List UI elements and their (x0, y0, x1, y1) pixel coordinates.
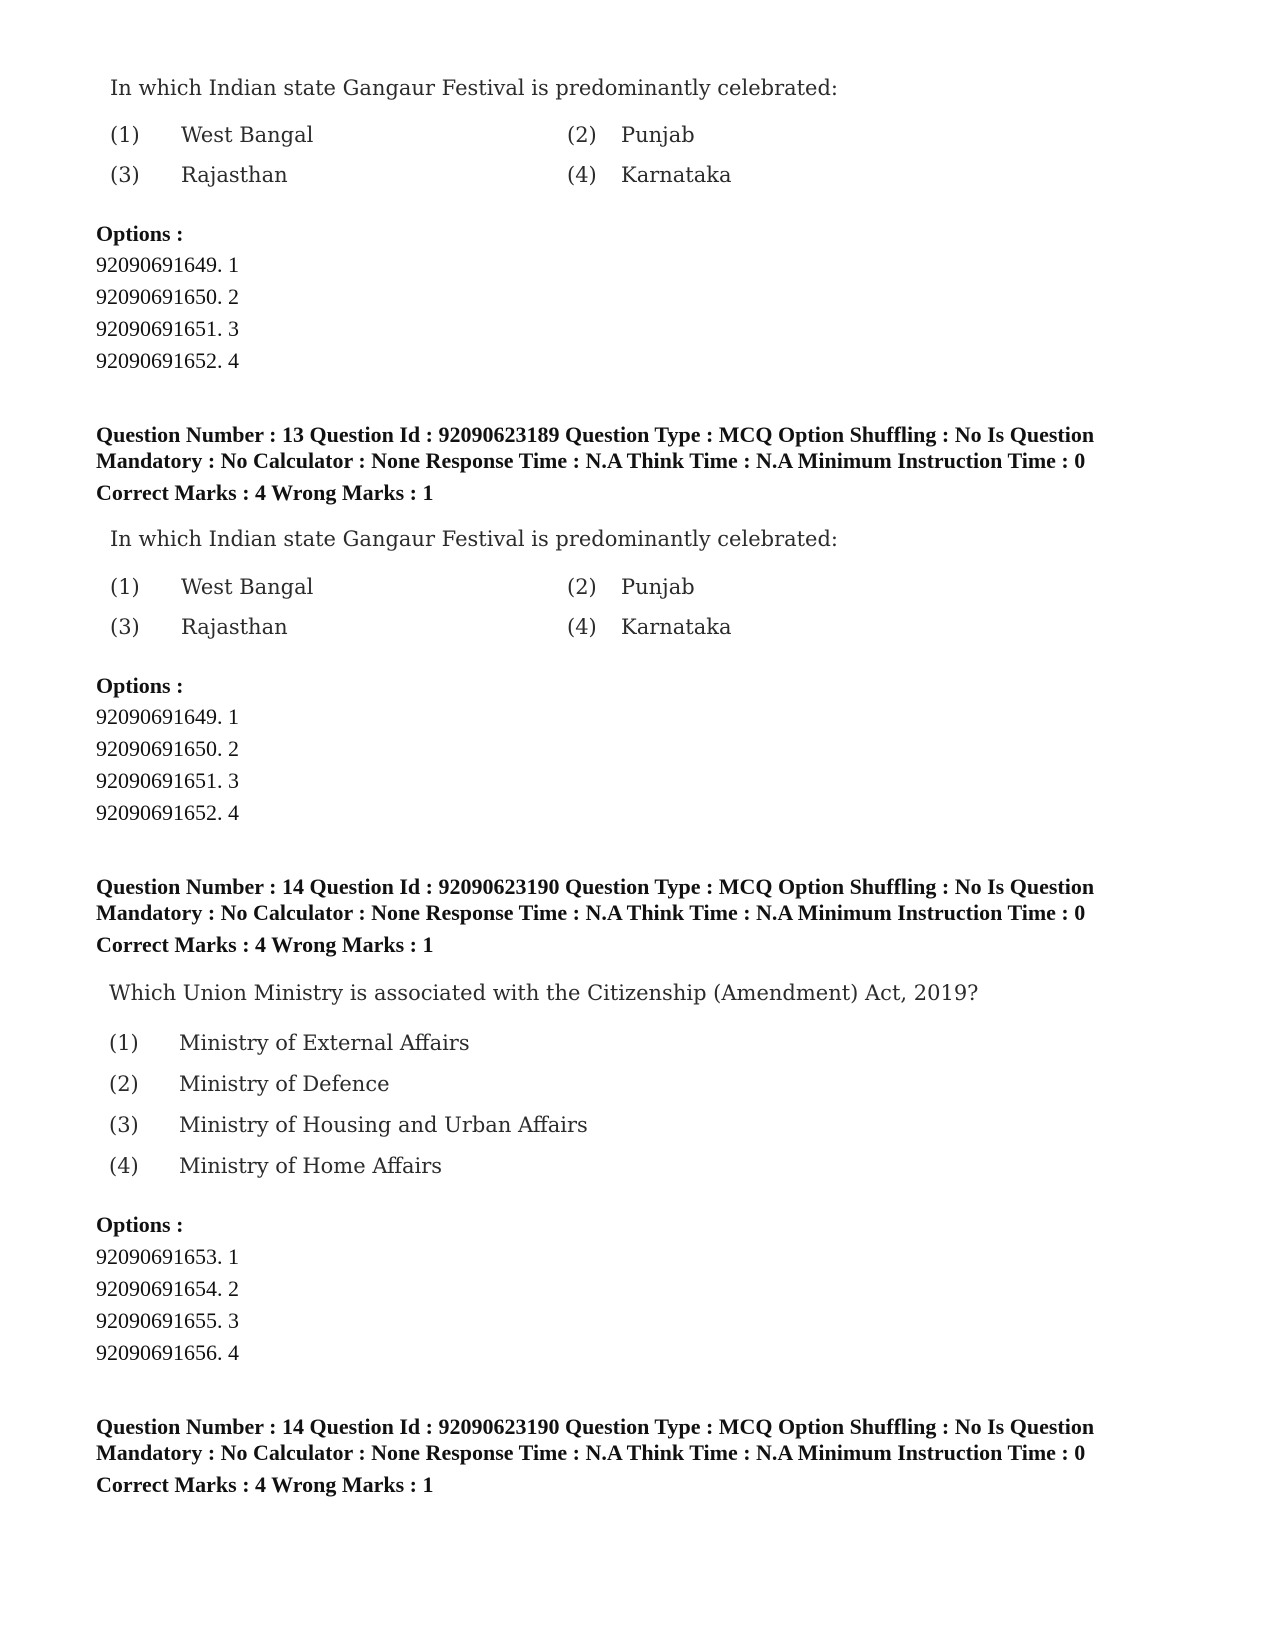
choice-number: (4) (567, 615, 597, 639)
options-heading: Options : (96, 1212, 184, 1237)
question-meta-line: Question Number : 14 Question Id : 92090623190 Question Type : MCQ Option Shuffling : No Is Question (96, 1414, 1095, 1439)
choice-label: Punjab (621, 575, 695, 599)
choice-number: (3) (110, 615, 140, 639)
question-text: In which Indian state Gangaur Festival is predominantly celebrated: (110, 76, 839, 100)
question-text: In which Indian state Gangaur Festival is predominantly celebrated: (110, 527, 839, 551)
option-id: 92090691655. 3 (96, 1308, 239, 1333)
option-id: 92090691652. 4 (96, 800, 239, 825)
question-meta-line: Question Number : 13 Question Id : 92090623189 Question Type : MCQ Option Shuffling : No Is Question (96, 422, 1095, 447)
marks-line: Correct Marks : 4 Wrong Marks : 1 (96, 480, 434, 505)
option-id: 92090691650. 2 (96, 736, 239, 761)
option-id: 92090691654. 2 (96, 1276, 239, 1301)
choice-number: (2) (567, 123, 597, 147)
option-id: 92090691652. 4 (96, 348, 239, 373)
question-meta-line: Mandatory : No Calculator : None Response Time : N.A Think Time : N.A Minimum Instruction Time : 0 (96, 1440, 1086, 1465)
option-id: 92090691649. 1 (96, 704, 239, 729)
choice-label: Ministry of Defence (179, 1072, 390, 1096)
question-meta-line: Mandatory : No Calculator : None Response Time : N.A Think Time : N.A Minimum Instruction Time : 0 (96, 448, 1086, 473)
option-id: 92090691656. 4 (96, 1340, 239, 1365)
marks-line: Correct Marks : 4 Wrong Marks : 1 (96, 932, 434, 957)
options-heading: Options : (96, 221, 184, 246)
choice-number: (2) (567, 575, 597, 599)
choice-number: (1) (110, 575, 140, 599)
choice-label: Ministry of Housing and Urban Affairs (179, 1113, 588, 1137)
choice-label: Karnataka (621, 163, 732, 187)
option-id: 92090691653. 1 (96, 1244, 239, 1269)
question-meta-line: Mandatory : No Calculator : None Response Time : N.A Think Time : N.A Minimum Instruction Time : 0 (96, 900, 1086, 925)
option-id: 92090691651. 3 (96, 316, 239, 341)
question-meta-line: Question Number : 14 Question Id : 92090623190 Question Type : MCQ Option Shuffling : No Is Question (96, 874, 1095, 899)
choice-number: (3) (110, 163, 140, 187)
marks-line: Correct Marks : 4 Wrong Marks : 1 (96, 1472, 434, 1497)
option-id: 92090691650. 2 (96, 284, 239, 309)
choice-label: Ministry of External Affairs (179, 1031, 470, 1055)
choice-label: Rajasthan (181, 615, 288, 639)
choice-label: West Bangal (181, 575, 314, 599)
choice-number: (1) (110, 123, 140, 147)
option-id: 92090691651. 3 (96, 768, 239, 793)
choice-number: (4) (567, 163, 597, 187)
choice-label: Rajasthan (181, 163, 288, 187)
choice-label: West Bangal (181, 123, 314, 147)
option-id: 92090691649. 1 (96, 252, 239, 277)
choice-label: Ministry of Home Affairs (179, 1154, 443, 1178)
choice-number: (2) (109, 1072, 139, 1096)
choice-number: (4) (109, 1154, 139, 1178)
options-heading: Options : (96, 673, 184, 698)
choice-label: Punjab (621, 123, 695, 147)
question-text: Which Union Ministry is associated with the Citizenship (Amendment) Act, 2019? (109, 981, 979, 1005)
choice-number: (1) (109, 1031, 139, 1055)
choice-number: (3) (109, 1113, 139, 1137)
choice-label: Karnataka (621, 615, 732, 639)
